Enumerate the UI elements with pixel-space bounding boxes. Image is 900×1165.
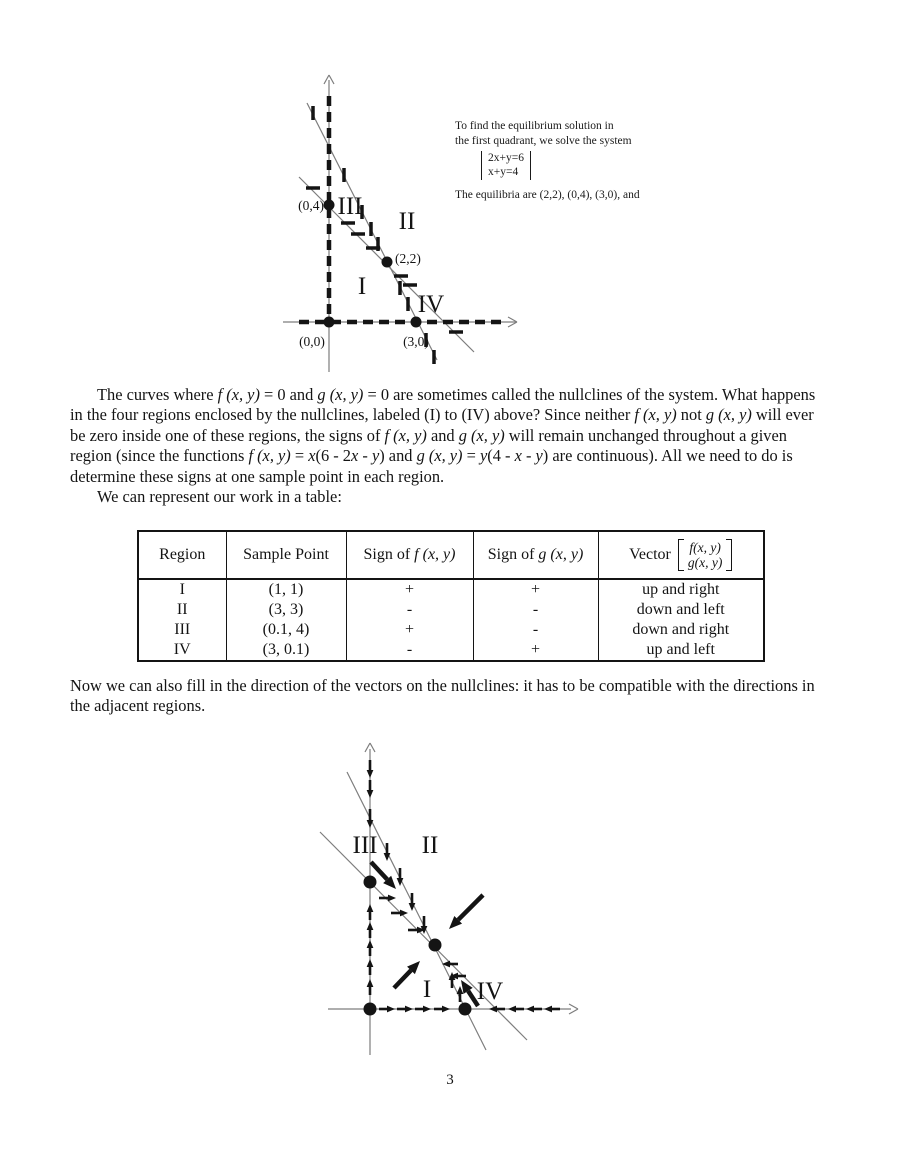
svg-text:I: I <box>422 976 432 1003</box>
col-header-sign-g: Sign of g (x, y) <box>473 531 598 579</box>
cell-region: I <box>179 581 185 598</box>
body-text <box>70 385 827 507</box>
svg-text:III: III <box>352 832 378 859</box>
svg-text:I: I <box>357 273 367 300</box>
cell-region: III <box>174 621 191 638</box>
page-number: 3 <box>446 1072 454 1088</box>
cell-sample-point: (0.1, 4) <box>226 620 346 640</box>
cell-sample-point: (3, 0.1) <box>226 640 346 661</box>
cell-sign-g: - <box>473 620 598 640</box>
cell-sample-point: (3, 3) <box>226 600 346 620</box>
paragraph-nullclines: The curves where f (x, y) = 0 and g (x, y) = 0 are sometimes called the nullclines of the system. What happens in the four regions enclosed by the nullclines, labeled (I) to (IV) above? Since neither f (x, y) not g (x, y) will ever be zero inside one of these regions, the signs of f (x, y) and g (x, y) will remain unchanged throughout a given region (since the functions f (x, y) = x(6 - 2x - y) and g (x, y) = y(4 - x - y) are continuous). All we need to do is determine these signs at one sample point in each region. <box>70 385 816 486</box>
figure-note-line2: the first quadrant, we solve the system <box>455 134 632 147</box>
table-row <box>138 579 764 600</box>
matrix-entry-g: g(x, y) <box>687 555 723 570</box>
svg-text:III: III <box>337 193 363 220</box>
figure-note-line1: To find the equilibrium solution in <box>455 120 614 132</box>
col-header-sign-f: Sign of f (x, y) <box>346 531 473 579</box>
cell-sign-f: - <box>346 640 473 661</box>
cell-sign-f: + <box>346 620 473 640</box>
vector-label: Vector <box>629 546 671 563</box>
svg-text:II: II <box>421 832 439 859</box>
sign-table <box>137 530 765 662</box>
col-header-sample-point: Sample Point <box>226 531 346 579</box>
direction-field-figure-bottom <box>305 738 595 1065</box>
equation-system <box>481 151 531 180</box>
cell-region: II <box>176 601 188 618</box>
cell-vector: down and left <box>598 600 764 620</box>
cell-sign-g: + <box>473 640 598 661</box>
matrix-bracket-right <box>726 539 732 571</box>
cell-sign-g: - <box>473 600 598 620</box>
equation-1: 2x+y=6 <box>488 152 524 164</box>
cell-vector: up and left <box>598 640 764 661</box>
svg-text:(0,4): (0,4) <box>298 198 324 213</box>
table-row <box>138 640 764 661</box>
cell-sample-point: (1, 1) <box>226 579 346 600</box>
svg-text:(3,0): (3,0) <box>403 334 429 349</box>
figure-note-line3: The equilibria are (2,2), (0,4), (3,0), and <box>455 189 640 201</box>
svg-text:IV: IV <box>417 291 445 318</box>
matrix-entry-f: f(x, y) <box>689 540 721 555</box>
table-header-row <box>138 531 764 579</box>
table-row <box>138 600 764 620</box>
svg-text:II: II <box>398 208 416 235</box>
cell-sign-f: - <box>346 600 473 620</box>
table-row <box>138 620 764 640</box>
paragraph-table-intro: We can represent our work in a table: <box>97 487 342 507</box>
cell-sign-g: + <box>473 579 598 600</box>
cell-vector: up and right <box>598 579 764 600</box>
cell-region: IV <box>173 641 191 658</box>
equation-2: x+y=4 <box>488 165 519 178</box>
paragraph-nullcline-vectors: Now we can also fill in the direction of the vectors on the nullclines: it has to be compatible with the directions in the adjacent regions. <box>70 676 815 716</box>
vector-matrix <box>678 539 732 571</box>
col-header-region: Region <box>138 531 226 579</box>
col-header-vector <box>598 531 764 579</box>
cell-sign-f: + <box>346 579 473 600</box>
cell-vector: down and right <box>598 620 764 640</box>
svg-text:(2,2): (2,2) <box>395 251 421 266</box>
svg-text:(0,0): (0,0) <box>299 334 325 349</box>
figure-note <box>455 119 700 203</box>
svg-text:IV: IV <box>476 978 504 1005</box>
nullclines-figure-top <box>275 65 535 380</box>
